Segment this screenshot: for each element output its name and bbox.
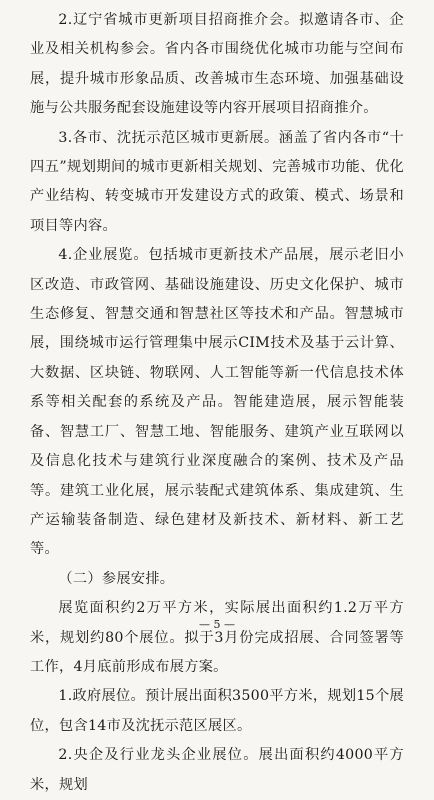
paragraph-city-renewal-exhibition: 3.各市、沈抚示范区城市更新展。涵盖了省内各市“十四五”规划期间的城市更新相关规划、完善城市功能、优化产业结构、转变城市开发建设方式的政策、模式、场景和项目等内容。 [30, 129, 404, 234]
paragraph-government-booths: 1.政府展位。预计展出面积3500平方米，规划15个展位，包含14市及沈抚示范区展区。 [30, 688, 404, 734]
paragraph-central-enterprise-booths: 2.央企及行业龙头企业展位。展出面积约4000平方米，规划 [30, 747, 404, 793]
page-number: — 5 — [199, 618, 235, 631]
paragraph-exhibition-area: 展览面积约2万平方米，实际展出面积约1.2万平方米，规划约80个展位。拟于3月份完成招展、合同签署等工作，4月底前形成布展方案。 [30, 600, 404, 675]
section-heading-exhibition-arrangement: （二）参展安排。 [58, 570, 175, 587]
paragraph-city-renewal-investment-promotion: 2.辽宁省城市更新项目招商推介会。拟邀请各市、企业及相关机构参会。省内各市围绕优化城市功能与空间布展，提升城市形象品质、改善城市生态环境、加强基础设施与公共服务配套设施建设等内容开展项目招商推介。 [30, 12, 404, 117]
paragraph-enterprise-exhibition: 4.企业展览。包括城市更新技术产品展，展示老旧小区改造、市政管网、基础设施建设、历史文化保护、城市生态修复、智慧交通和智慧社区等技术和产品。智慧城市展，围绕城市运行管理集中展示CIM技术及基于云计算、大数据、区块链、物联网、人工智能等新一代信息技术体系等相关配套的系统及产品。智能建造展，展示智能装备、智慧工厂、智慧工地、智能服务、建筑产业互联网以及信息化技术与建筑行业深度融合的案例、技术及产品等。建筑工业化展，展示装配式建筑体系、集成建筑、生产运输装备制造、绿色建材及新技术、新材料、新工艺等。 [30, 247, 404, 558]
